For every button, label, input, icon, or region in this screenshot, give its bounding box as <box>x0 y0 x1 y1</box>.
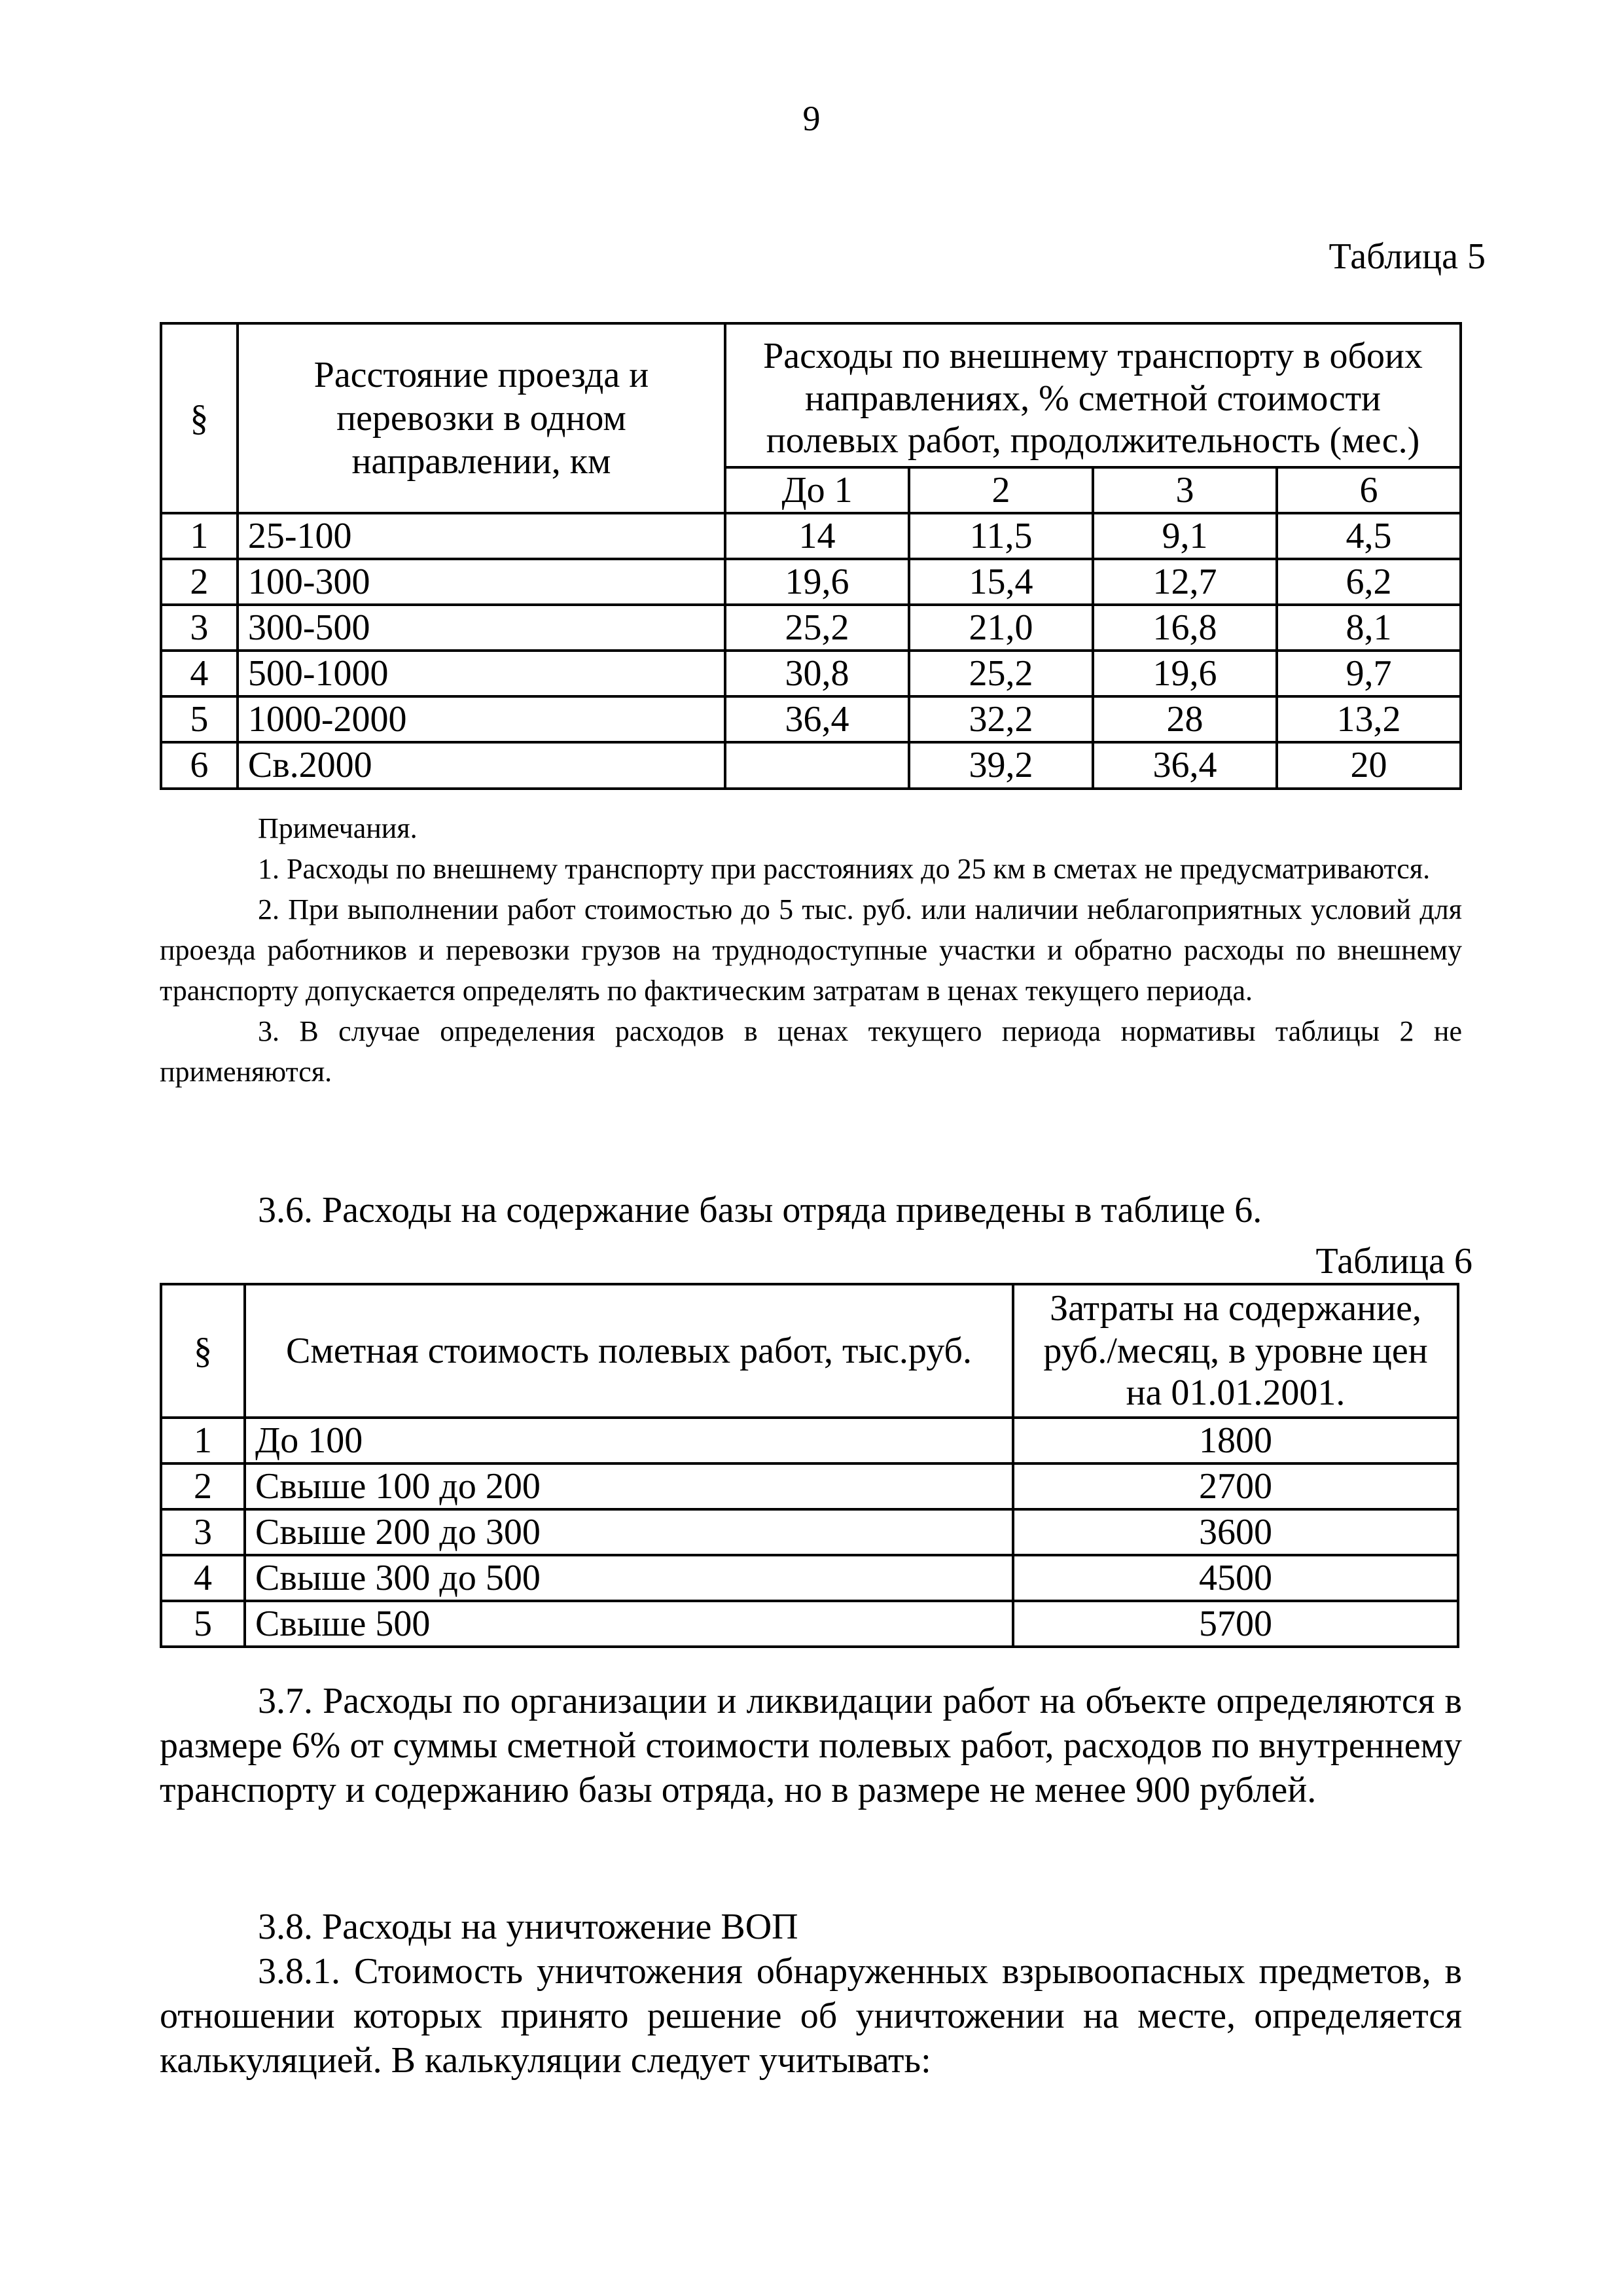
section-3-7-text: 3.7. Расходы по организации и ликвидации работ на объекте определяются в размере 6% от суммы сметной стоимости полевых работ, расходов по внутреннему транспорту и содержанию базы отряда, но в размере не менее 900 рублей. <box>160 1681 1462 1810</box>
row-name: Свыше 100 до 200 <box>245 1463 1013 1509</box>
row-value: 9,7 <box>1277 651 1461 696</box>
row-value: 12,7 <box>1093 559 1277 605</box>
table6-header-cost: Сметная стоимость полевых работ, тыс.руб. <box>245 1284 1013 1418</box>
row-value: 11,5 <box>909 513 1093 559</box>
row-section: 2 <box>161 559 238 605</box>
row-value: 25,2 <box>909 651 1093 696</box>
row-value: 8,1 <box>1277 605 1461 651</box>
section-3-7 <box>160 1679 1462 1812</box>
row-section: 3 <box>161 605 238 651</box>
row-value: 2700 <box>1013 1463 1458 1509</box>
row-value: 19,6 <box>1093 651 1277 696</box>
row-value <box>725 742 909 788</box>
row-value: 32,2 <box>909 696 1093 742</box>
table6 <box>160 1283 1459 1648</box>
row-value: 14 <box>725 513 909 559</box>
row-value: 4,5 <box>1277 513 1461 559</box>
note-item: 2. При выполнении работ стоимостью до 5 тыс. руб. или наличии неблагоприятных условий для проезда работников и перевозки грузов на труднодоступные участки и обратно расходы по внешнему транспорту допускается определять по фактическим затратам в ценах текущего периода. <box>160 893 1462 1007</box>
row-value: 16,8 <box>1093 605 1277 651</box>
row-name: Свыше 300 до 500 <box>245 1555 1013 1601</box>
table5-header-distance: Расстояние проезда и перевозки в одном направлении, км <box>238 323 725 513</box>
note-item: 1. Расходы по внешнему транспорту при расстояниях до 25 км в сметах не предусматриваются. <box>258 853 1431 885</box>
row-section: 1 <box>161 513 238 559</box>
row-section: 1 <box>161 1418 245 1463</box>
table-row <box>161 1463 1458 1509</box>
table5 <box>160 322 1462 790</box>
row-value: 1800 <box>1013 1418 1458 1463</box>
row-distance: Св.2000 <box>238 742 725 788</box>
row-section: 5 <box>161 696 238 742</box>
table5-header-expenses: Расходы по внешнему транспорту в обоих направлениях, % сметной стоимости полевых работ, продолжительность (мес.) <box>725 323 1461 467</box>
row-value: 21,0 <box>909 605 1093 651</box>
row-value: 19,6 <box>725 559 909 605</box>
table6-header-section: § <box>161 1284 245 1418</box>
row-distance: 25-100 <box>238 513 725 559</box>
table5-caption: Таблица 5 <box>1329 236 1486 277</box>
row-value: 28 <box>1093 696 1277 742</box>
row-section: 4 <box>161 1555 245 1601</box>
row-distance: 1000-2000 <box>238 696 725 742</box>
table5-header-duration: До 1 <box>725 467 909 513</box>
note-item: 3. В случае определения расходов в ценах текущего периода нормативы таблицы 2 не применяются. <box>160 1015 1462 1088</box>
table-row <box>161 1509 1458 1555</box>
section-3-8 <box>160 1905 1462 2083</box>
table-row <box>161 1418 1458 1463</box>
row-distance: 100-300 <box>238 559 725 605</box>
row-name: До 100 <box>245 1418 1013 1463</box>
table-row <box>161 651 1461 696</box>
row-value: 39,2 <box>909 742 1093 788</box>
row-section: 3 <box>161 1509 245 1555</box>
row-section: 2 <box>161 1463 245 1509</box>
row-value: 3600 <box>1013 1509 1458 1555</box>
section-3-8-heading: 3.8. Расходы на уничтожение ВОП <box>258 1907 798 1947</box>
row-distance: 300-500 <box>238 605 725 651</box>
row-value: 36,4 <box>725 696 909 742</box>
row-value: 36,4 <box>1093 742 1277 788</box>
row-value: 25,2 <box>725 605 909 651</box>
row-section: 5 <box>161 1601 245 1647</box>
row-value: 20 <box>1277 742 1461 788</box>
row-value: 13,2 <box>1277 696 1461 742</box>
notes-title: Примечания. <box>258 812 418 844</box>
table6-caption: Таблица 6 <box>1315 1241 1472 1282</box>
row-name: Свыше 500 <box>245 1601 1013 1647</box>
notes <box>160 808 1462 1092</box>
table-row <box>161 513 1461 559</box>
row-distance: 500-1000 <box>238 651 725 696</box>
table5-header-duration: 3 <box>1093 467 1277 513</box>
table5-header-section: § <box>161 323 238 513</box>
row-value: 9,1 <box>1093 513 1277 559</box>
table5-header-duration: 6 <box>1277 467 1461 513</box>
row-value: 30,8 <box>725 651 909 696</box>
row-section: 6 <box>161 742 238 788</box>
table5-header-duration: 2 <box>909 467 1093 513</box>
row-name: Свыше 200 до 300 <box>245 1509 1013 1555</box>
row-value: 5700 <box>1013 1601 1458 1647</box>
table-row <box>161 559 1461 605</box>
section-3-6 <box>160 1188 1462 1232</box>
row-section: 4 <box>161 651 238 696</box>
row-value: 15,4 <box>909 559 1093 605</box>
table-row <box>161 605 1461 651</box>
page-number: 9 <box>802 99 821 138</box>
table-row <box>161 696 1461 742</box>
table-row <box>161 1555 1458 1601</box>
table-row <box>161 742 1461 788</box>
row-value: 6,2 <box>1277 559 1461 605</box>
section-3-6-text: 3.6. Расходы на содержание базы отряда приведены в таблице 6. <box>258 1190 1262 1230</box>
table6-header-expenses: Затраты на содержание, руб./месяц, в уровне цен на 01.01.2001. <box>1013 1284 1458 1418</box>
table-row <box>161 1601 1458 1647</box>
row-value: 4500 <box>1013 1555 1458 1601</box>
section-3-8-1-text: 3.8.1. Стоимость уничтожения обнаруженных взрывоопасных предметов, в отношении которых принято решение об уничтожении на месте, определяется калькуляцией. В калькуляции следует учитывать: <box>160 1951 1462 2081</box>
